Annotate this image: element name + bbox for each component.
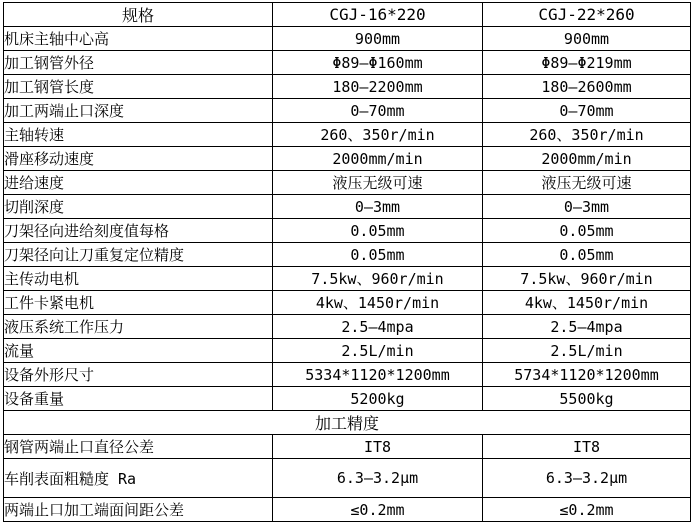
spec-table xyxy=(3,2,691,522)
value-cell-model1: 260、350r/min xyxy=(273,123,483,147)
value-cell-model2: 6.3—3.2μm xyxy=(483,459,691,498)
value-cell-model1: 液压无级可速 xyxy=(273,171,483,195)
spec-label-cell: 滑座移动速度 xyxy=(4,147,273,171)
value-cell-model2: 0—70mm xyxy=(483,99,691,123)
value-cell-model1: 2.5L/min xyxy=(273,339,483,363)
spec-label-cell: 工件卡紧电机 xyxy=(4,291,273,315)
value-cell-model1: Φ89—Φ160mm xyxy=(273,51,483,75)
value-cell-model2: 0.05mm xyxy=(483,243,691,267)
value-cell-model2: 260、350r/min xyxy=(483,123,691,147)
value-cell-model1: 5200kg xyxy=(273,387,483,411)
spec-label-cell: 设备外形尺寸 xyxy=(4,363,273,387)
value-cell-model1: 5334*1120*1200mm xyxy=(273,363,483,387)
spec-label-cell: 切削深度 xyxy=(4,195,273,219)
table-row xyxy=(4,123,691,147)
value-cell-model2: ≤0.2mm xyxy=(483,498,691,522)
value-cell-model2: 5500kg xyxy=(483,387,691,411)
table-row xyxy=(4,51,691,75)
spec-label-cell: 进给速度 xyxy=(4,171,273,195)
value-cell-model1: 0.05mm xyxy=(273,243,483,267)
value-cell-model2: 180—2600mm xyxy=(483,75,691,99)
value-cell-model2: IT8 xyxy=(483,435,691,459)
table-row xyxy=(4,75,691,99)
table-row xyxy=(4,195,691,219)
value-cell-model1: ≤0.2mm xyxy=(273,498,483,522)
value-cell-model2: 0.05mm xyxy=(483,219,691,243)
value-cell-model1: 4kw、1450r/min xyxy=(273,291,483,315)
spec-label-cell: 设备重量 xyxy=(4,387,273,411)
value-cell-model2: 4kw、1450r/min xyxy=(483,291,691,315)
table-row xyxy=(4,459,691,498)
table-row xyxy=(4,387,691,411)
table-row xyxy=(4,498,691,522)
section-header-row xyxy=(4,411,691,435)
model2-header-cell: CGJ-22*260 xyxy=(483,3,691,27)
spec-label-cell: 流量 xyxy=(4,339,273,363)
section-title: 加工精度 xyxy=(4,411,691,435)
table-row xyxy=(4,267,691,291)
table-row xyxy=(4,99,691,123)
spec-label-cell: 主传动电机 xyxy=(4,267,273,291)
spec-label-cell: 主轴转速 xyxy=(4,123,273,147)
table-row xyxy=(4,171,691,195)
value-cell-model2: 0—3mm xyxy=(483,195,691,219)
spec-label-cell: 两端止口加工端面间距公差 xyxy=(4,498,273,522)
spec-label-cell: 加工两端止口深度 xyxy=(4,99,273,123)
spec-label-cell: 加工钢管长度 xyxy=(4,75,273,99)
value-cell-model1: 180—2200mm xyxy=(273,75,483,99)
table-row xyxy=(4,147,691,171)
value-cell-model2: 2000mm/min xyxy=(483,147,691,171)
spec-label-cell: 加工钢管外径 xyxy=(4,51,273,75)
model1-header-cell: CGJ-16*220 xyxy=(273,3,483,27)
value-cell-model1: 2.5—4mpa xyxy=(273,315,483,339)
value-cell-model2: 2.5L/min xyxy=(483,339,691,363)
value-cell-model2: 2.5—4mpa xyxy=(483,315,691,339)
value-cell-model1: 6.3—3.2μm xyxy=(273,459,483,498)
spec-label-cell: 液压系统工作压力 xyxy=(4,315,273,339)
value-cell-model2: 5734*1120*1200mm xyxy=(483,363,691,387)
spec-header-cell: 规格 xyxy=(4,3,273,27)
table-row xyxy=(4,315,691,339)
value-cell-model1: IT8 xyxy=(273,435,483,459)
value-cell-model2: 液压无级可速 xyxy=(483,171,691,195)
table-row xyxy=(4,435,691,459)
value-cell-model1: 0—70mm xyxy=(273,99,483,123)
value-cell-model1: 0—3mm xyxy=(273,195,483,219)
value-cell-model1: 2000mm/min xyxy=(273,147,483,171)
table-row xyxy=(4,339,691,363)
table-row xyxy=(4,363,691,387)
table-row xyxy=(4,243,691,267)
value-cell-model1: 900mm xyxy=(273,27,483,51)
table-row xyxy=(4,291,691,315)
value-cell-model2: Φ89—Φ219mm xyxy=(483,51,691,75)
value-cell-model1: 0.05mm xyxy=(273,219,483,243)
value-cell-model1: 7.5kw、960r/min xyxy=(273,267,483,291)
spec-label-cell: 刀架径向让刀重复定位精度 xyxy=(4,243,273,267)
value-cell-model2: 7.5kw、960r/min xyxy=(483,267,691,291)
spec-label-cell: 刀架径向进给刻度值每格 xyxy=(4,219,273,243)
header-row xyxy=(4,3,691,27)
table-row xyxy=(4,27,691,51)
spec-label-cell: 车削表面粗糙度 Ra xyxy=(4,459,273,498)
table-row xyxy=(4,219,691,243)
value-cell-model2: 900mm xyxy=(483,27,691,51)
spec-label-cell: 钢管两端止口直径公差 xyxy=(4,435,273,459)
spec-label-cell: 机床主轴中心高 xyxy=(4,27,273,51)
